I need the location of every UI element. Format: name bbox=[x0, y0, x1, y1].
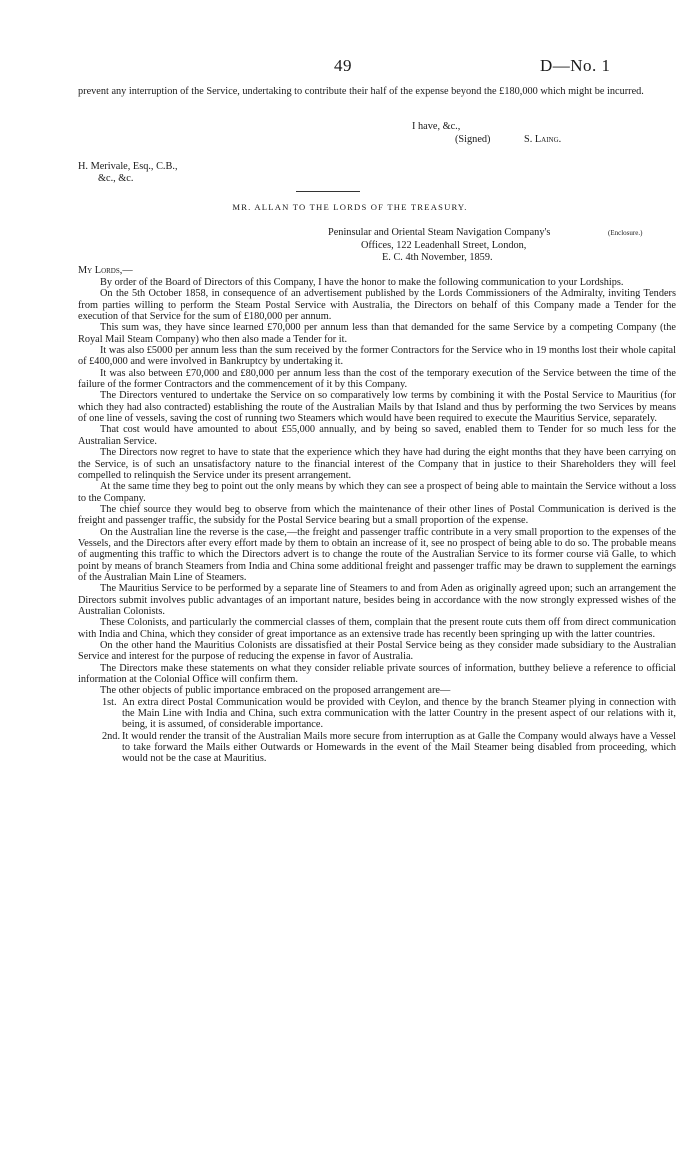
paragraph: It was also between £70,000 and £80,000 per annum less than the cost of the temporary execution of the Service between the time of the failure of the former Contractors and the commencement of it by this Company. bbox=[78, 367, 676, 391]
paragraph: At the same time they beg to point out the only means by which they can see a prospect of being able to maintain the Service without a loss to the Company. bbox=[78, 481, 676, 504]
paragraph: This sum was, they have since learned £70,000 per annum less than that demanded for the same Service by a competing Company (the Royal Mail Steam Company) who then also made a Tender for it. bbox=[78, 322, 676, 345]
closing-phrase: I have, &c., bbox=[412, 121, 461, 132]
paragraph: The Directors now regret to have to state that the experience which they have had during the eight months that they have been carrying on the Service, is of such an unsatisfactory nature to the financial interest of the Company that in justice to their Shareholders they will feel compelled to relinquish the Service under its present arrangement. bbox=[78, 447, 676, 481]
signer-name: S. Laing. bbox=[524, 134, 562, 145]
section-divider bbox=[296, 191, 360, 192]
paragraph: It was also £5000 per annum less than the sum received by the former Contractors for the Service who in 19 months lost their whole capital of £400,000 and were involved in Bankruptcy by undertaking it. bbox=[78, 345, 676, 368]
letter-body bbox=[78, 277, 676, 765]
paragraph: By order of the Board of Directors of this Company, I have the honor to make the following communication to your Lordships. bbox=[100, 277, 624, 288]
addressee-line-2: &c., &c. bbox=[98, 173, 134, 184]
paragraph: The Mauritius Service to be performed by a separate line of Steamers to and from Aden as originally agreed upon; such an arrangement the Directors submit involves public advantages of an important nature, besides being in accordance with the now strongly expressed wishes of the Australian Colonists. bbox=[78, 583, 676, 617]
list-item-number: 2nd. bbox=[102, 730, 121, 742]
company-name: Peninsular and Oriental Steam Navigation Company's bbox=[328, 227, 551, 238]
paragraph: The chief source they would beg to observe from which the maintenance of their other lines of Postal Communication is derived is the freight and passenger traffic, the subsidy for the Postal Service bearing but a small proportion of the expense. bbox=[78, 503, 676, 527]
paragraph: The Directors ventured to undertake the Service on so comparatively low terms by combining it with the Postal Service to Mauritius (for which they had also contracted) establishing the route of the Australian Mails by that Island and thus by performing the two Services by means of one line of vessels, saving the cost of running two Steamers which would have been required to execute the Mauritius Service, separately. bbox=[78, 390, 676, 425]
page-number: 49 bbox=[334, 56, 352, 75]
paragraph: That cost would have amounted to about £55,000 annually, and by being so saved, enabled them to Tender for so much less for the Australian Service. bbox=[78, 424, 676, 447]
paragraph: These Colonists, and particularly the commercial classes of them, complain that the present route cuts them off from direct communication with India and China, which they consider of great importance as an extensive trade has recently been springing up with the latter countries. bbox=[78, 617, 676, 640]
list-item bbox=[102, 731, 676, 765]
continuation-text: prevent any interruption of the Service, undertaking to contribute their half of the expense beyond the £180,000 which might be incurred. bbox=[78, 86, 644, 97]
paragraph: The other objects of public importance embraced on the proposed arrangement are— bbox=[100, 685, 451, 697]
paragraph: On the 5th October 1858, in consequence of an advertisement published by the Lords Commissioners of the Admiralty, inviting Tenders from parties willing to perform the Steam Postal Service with Australia, the Directors on behalf of this Company made a Tender for the execution of that Service for the sum of £180,000 per annum. bbox=[78, 288, 676, 323]
signed-label: (Signed) bbox=[455, 134, 491, 145]
letter-date: E. C. 4th November, 1859. bbox=[382, 252, 493, 263]
list-item-text: An extra direct Postal Communication would be provided with Ceylon, and thence by the branch Steamer plying in connection with the Main Line with India and China, such extra communication with the latter Country in the present aspect of our relations with it, being, it is assumed, of considerable importance. bbox=[122, 696, 676, 731]
document-reference: D—No. 1 bbox=[540, 56, 611, 75]
addressee-line-1: H. Merivale, Esq., C.B., bbox=[78, 161, 178, 172]
objects-list bbox=[102, 697, 676, 765]
paragraph: The Directors make these statements on what they consider reliable private sources of information, butthey believe a reference to official information at the Colonial Office will confirm them. bbox=[78, 662, 676, 686]
list-item-number: 1st. bbox=[102, 696, 117, 708]
salutation: My Lords,— bbox=[78, 265, 133, 276]
letter-heading: MR. ALLAN TO THE LORDS OF THE TREASURY. bbox=[232, 202, 468, 212]
list-item-text: It would render the transit of the Australian Mails more secure from interruption as at Galle the Company would always have a Vessel to take forward the Mails either Outwards or Homewards in the event of the Mail Steamer being disabled from proceeding, which would not be the case at Mauritius. bbox=[122, 730, 676, 765]
opening-continuation bbox=[78, 86, 676, 97]
company-address: Offices, 122 Leadenhall Street, London, bbox=[361, 240, 527, 251]
paragraph: On the Australian line the reverse is the case,—the freight and passenger traffic contribute in a very small proportion to the expenses of the Vessels, and the Directors after every effort made by them to obtain an increase of it, see no prospect of being able to do so. The probable means of augmenting this traffic to which the Directors advert is to change the route of the Australian Service to its former course viâ Galle, to which point by means of branch Steamers from India and China some additional freight and passenger traffic may be drawn to supplement the earnings of the Australian Main Line of Steamers. bbox=[78, 526, 676, 583]
paragraph: On the other hand the Mauritius Colonists are dissatisfied at their Postal Service being as they consider made subsidiary to the Australian Service and interest for the purpose of reducing the expense in favor of Australia. bbox=[78, 640, 676, 663]
enclosure-note: (Enclosure.) bbox=[608, 229, 643, 237]
list-item bbox=[102, 697, 676, 731]
